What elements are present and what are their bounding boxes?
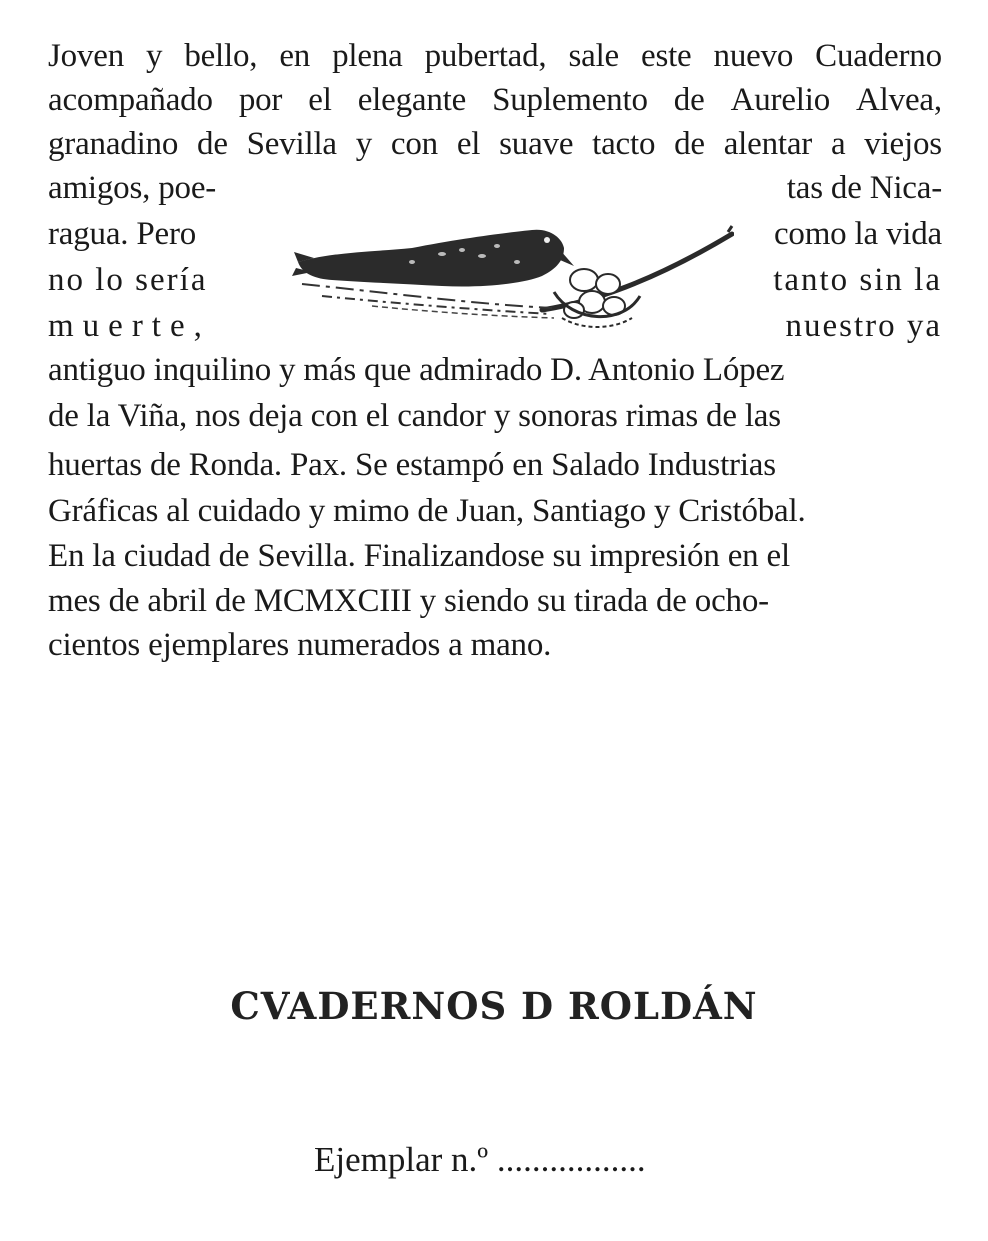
wrap-left-text: no lo sería <box>48 262 208 298</box>
wrap-right-text: nuestro ya <box>785 308 942 344</box>
copy-number-label: Ejemplar n.º ................. <box>314 1140 646 1179</box>
colophon-line-1: Joven y bello, en plena pubertad, sale este nuevo Cuaderno <box>48 38 942 74</box>
wrap-left-text: muerte, <box>48 308 211 344</box>
wrap-right-text: tas de Nica- <box>786 170 942 206</box>
colophon-line-5: de la Viña, nos deja con el candor y sonoras rimas de las <box>48 398 781 434</box>
bird-on-nest-icon <box>292 222 734 334</box>
wrap-left-text: ragua. Pero <box>48 216 197 252</box>
colophon-wrap-line-1 <box>48 166 942 210</box>
wrap-left-text: amigos, poe- <box>48 170 217 206</box>
publisher-name: CVADERNOS D ROLDÁN <box>230 984 758 1028</box>
colophon-line-4: antiguo inquilino y más que admirado D. Antonio López <box>48 352 785 388</box>
wrap-right-text: como la vida <box>773 216 942 252</box>
colophon-line-8: En la ciudad de Sevilla. Finalizandose su impresión en el <box>48 538 790 574</box>
colophon-line-7: Gráficas al cuidado y mimo de Juan, Santiago y Cristóbal. <box>48 493 806 529</box>
colophon-line-9: mes de abril de MCMXCIII y siendo su tirada de ocho- <box>48 583 769 619</box>
colophon-line-10: cientos ejemplares numerados a mano. <box>48 627 552 663</box>
colophon-line-2: acompañado por el elegante Suplemento de Aurelio Alvea, <box>48 82 942 118</box>
colophon-line-6: huertas de Ronda. Pax. Se estampó en Salado Industrias <box>48 447 776 483</box>
colophon-line-3: granadino de Sevilla y con el suave tacto de alentar a viejos <box>48 126 942 162</box>
wrap-right-text: tanto sin la <box>773 262 942 298</box>
